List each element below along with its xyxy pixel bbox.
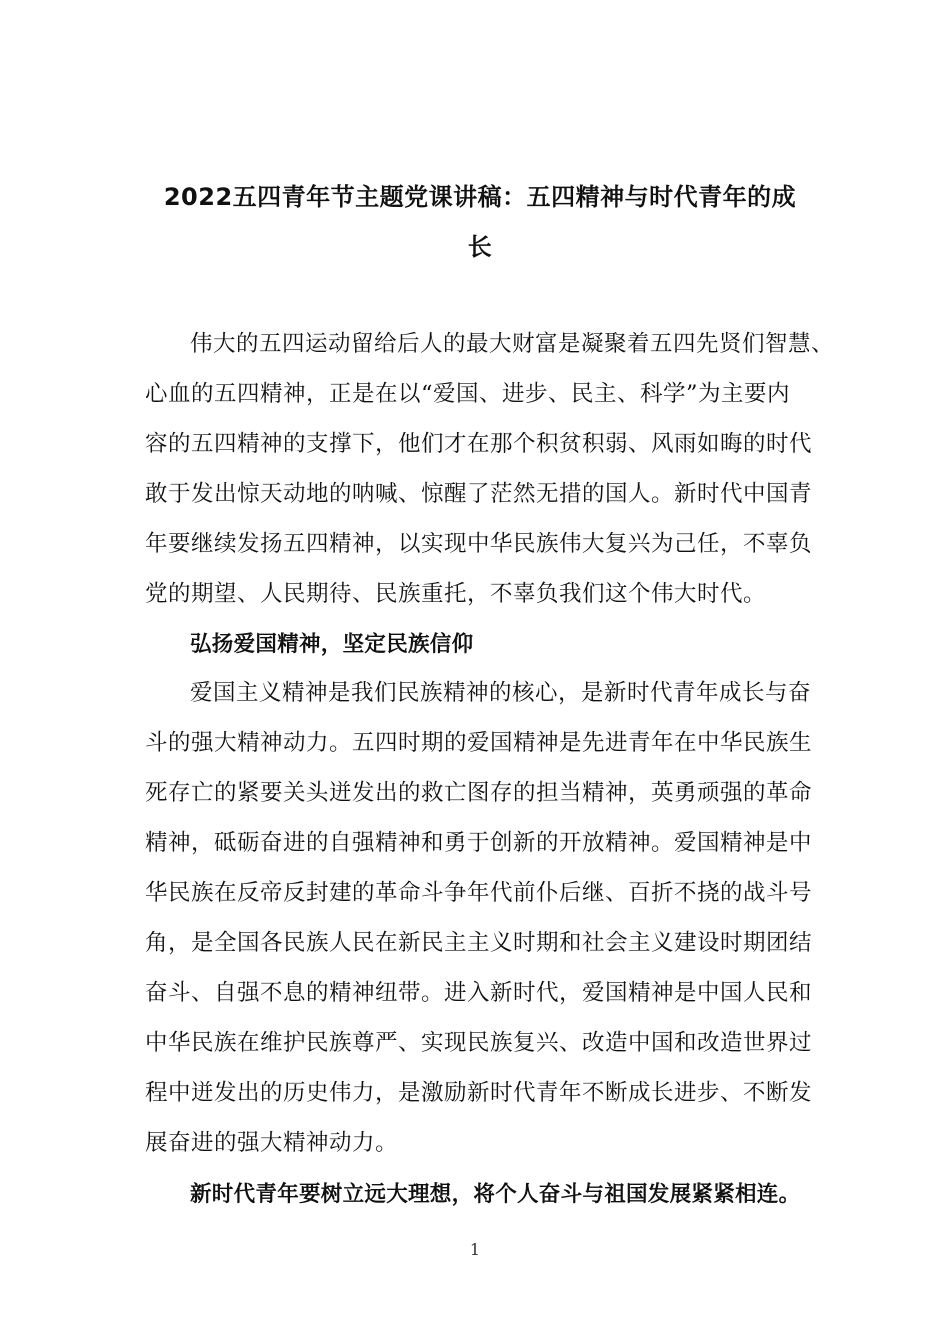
document-title-line-2: 长 (467, 233, 493, 261)
section-heading: 新时代青年要树立远大理想，将个人奋斗与祖国发展紧紧相连。 (190, 1182, 801, 1207)
paragraph-1-line: 党的期望、人民期待、民族重托，不辜负我们这个伟大时代。 (145, 581, 767, 607)
paragraph-2-line: 程中迸发出的历史伟力，是激励新时代青年不断成长进步、不断发 (145, 1080, 813, 1106)
paragraph-1-line: 心血的五四精神，正是在以“爱国、进步、民主、科学”为主要内 (145, 381, 791, 407)
paragraph-1-line: 容的五四精神的支撑下，他们才在那个积贫积弱、风雨如晦的时代 (145, 431, 813, 457)
paragraph-2-line: 精神，砥砺奋进的自强精神和勇于创新的开放精神。爱国精神是中 (145, 830, 813, 856)
paragraph-1-line: 年要继续发扬五四精神，以实现中华民族伟大复兴为己任，不辜负 (145, 531, 813, 557)
page-number: 1 (469, 1240, 481, 1259)
paragraph-1-line: 敢于发出惊天动地的呐喊、惊醒了茫然无措的国人。新时代中国青 (145, 481, 813, 507)
paragraph-2-line: 角，是全国各民族人民在新民主主义时期和社会主义建设时期团结 (145, 930, 813, 956)
paragraph-2-line: 奋斗、自强不息的精神纽带。进入新时代，爱国精神是中国人民和 (145, 980, 813, 1006)
document-title-line-1: 2022五四青年节主题党课讲稿：五四精神与时代青年的成 (163, 183, 797, 211)
paragraph-2-line: 中华民族在维护民族尊严、实现民族复兴、改造中国和改造世界过 (145, 1030, 813, 1056)
paragraph-2-line: 斗的强大精神动力。五四时期的爱国精神是先进青年在中华民族生 (145, 730, 813, 756)
paragraph-2-line: 展奋进的强大精神动力。 (145, 1130, 399, 1156)
paragraph-2-line: 死存亡的紧要关头迸发出的救亡图存的担当精神，英勇顽强的革命 (145, 780, 813, 806)
paragraph-2-line: 爱国主义精神是我们民族精神的核心，是新时代青年成长与奋 (190, 680, 812, 706)
paragraph-2-line: 华民族在反帝反封建的革命斗争年代前仆后继、百折不挠的战斗号 (145, 880, 813, 906)
paragraph-1-line: 伟大的五四运动留给后人的最大财富是凝聚着五四先贤们智慧、 (190, 331, 835, 357)
section-heading: 弘扬爱国精神，坚定民族信仰 (190, 632, 474, 657)
